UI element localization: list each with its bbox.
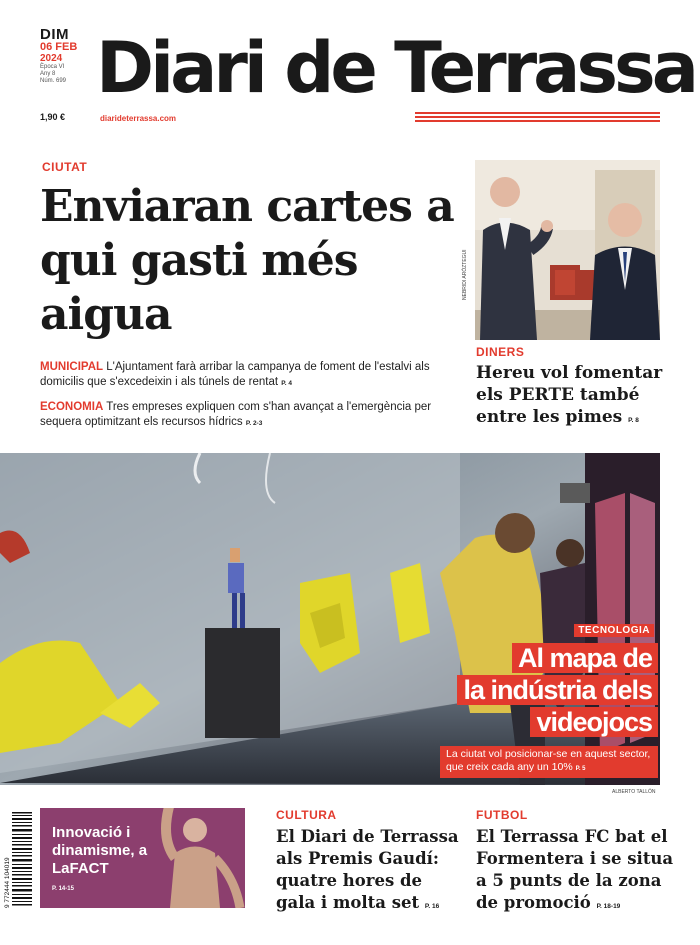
sub-text: Tres empreses expliquen com s'han avançat a l'emergència per sequera optimitzant els recursos hídrics (40, 401, 432, 428)
lead-headline[interactable]: Enviaran cartes a qui gasti més aigua (40, 181, 454, 340)
barcode-digits: 9 772444 104019 (4, 857, 11, 908)
page-ref: P. 2-3 (245, 420, 263, 427)
sub-text: L'Ajuntament farà arribar la campanya de foment de l'estalvi als domicilis que s'excedeixin i als túnels de rentat (40, 361, 430, 388)
tecnologia-sub-text: La ciutat vol posicionar-se en aquest sector, que creix cada any un 10% (446, 748, 651, 773)
any-label: Any 8 (40, 71, 56, 77)
date-day: DIM (40, 26, 69, 43)
page-ref: P. 8 (628, 417, 639, 424)
date-block (40, 28, 100, 85)
diners-photo[interactable] (475, 160, 660, 340)
tecnologia-headline-line: videojocs (530, 707, 658, 737)
masthead-rule (415, 112, 660, 122)
futbol-headline[interactable] (476, 826, 676, 918)
lafact-promo[interactable] (40, 808, 245, 908)
tecnologia-subline[interactable] (440, 746, 658, 778)
videogames-photo-credit: ALBERTO TALLÓN (612, 789, 656, 795)
barcode (4, 810, 34, 910)
lead-sub-municipal[interactable] (40, 360, 460, 391)
barcode-graphic (4, 810, 34, 910)
lead-sub-economia[interactable] (40, 400, 460, 431)
futbol-headline-text: El Terrassa FC bat el Formentera i se situa a 5 punts de la zona de promoció (476, 827, 674, 912)
masthead-logo: Diari de Terrassa (96, 27, 695, 109)
section-tag-cultura: CULTURA (276, 808, 337, 822)
diners-photo-credit: NEBRIDI ARÓZTEGUI (462, 249, 468, 300)
tecnologia-headline-line: la indústria dels (457, 675, 658, 705)
page-ref: P. 16 (424, 903, 440, 910)
diners-headline[interactable] (476, 362, 666, 432)
tecnologia-headline-line: Al mapa de (512, 643, 658, 673)
date-year: 2024 (40, 53, 63, 64)
lafact-text: Innovació i dinamisme, a LaFACT (52, 824, 148, 877)
page-ref: P. 14-15 (52, 886, 74, 892)
tecnologia-headline (440, 642, 658, 738)
kicker-economia: ECONOMIA (40, 401, 104, 413)
page-ref: P. 5 (575, 766, 586, 772)
cultura-headline[interactable] (276, 826, 466, 918)
site-url[interactable]: diarideterrassa.com (100, 114, 177, 123)
page-ref: P. 4 (281, 380, 293, 387)
diners-photo-illustration (475, 160, 660, 340)
date-day-month: 06 FEB (40, 41, 78, 53)
cultura-headline-text: El Diari de Terrassa als Premis Gaudí: quatre hores de gala i molta set (276, 827, 459, 912)
section-tag-tecnologia: TECNOLOGIA (574, 624, 654, 637)
epoca-label: Època VI (40, 64, 65, 70)
page-ref: P. 18-19 (596, 903, 621, 910)
section-tag-ciutat: CIUTAT (42, 160, 88, 174)
kicker-municipal: MUNICIPAL (40, 361, 104, 373)
section-tag-diners: DINERS (476, 345, 525, 359)
section-tag-futbol: FUTBOL (476, 808, 528, 822)
diners-headline-text: Hereu vol fomentar els PERTE també entre les pimes (476, 363, 663, 427)
price: 1,90 € (40, 112, 66, 122)
issue-number: Núm. 699 (40, 78, 67, 84)
